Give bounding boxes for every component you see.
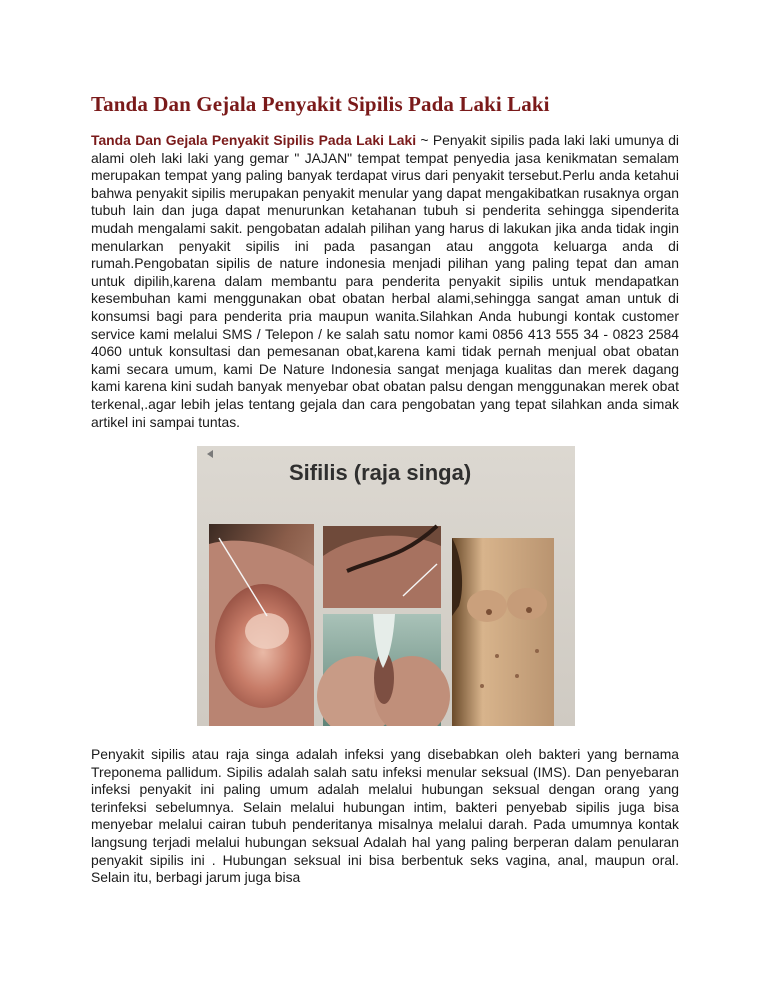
figure-title: Sifilis (raja singa)	[289, 460, 472, 485]
article-title: Tanda Dan Gejala Penyakit Sipilis Pada Laki Laki	[91, 92, 550, 116]
left-photo	[209, 524, 314, 726]
lead-title: Tanda Dan Gejala Penyakit Sipilis Pada Laki Laki	[91, 132, 417, 148]
right-photo	[452, 538, 554, 726]
intro-paragraph-text: ~ Penyakit sipilis pada laki laki umunya di alami oleh laki laki yang gemar " JAJAN" tempat tempat penyedia jasa kenikmatan semalam merupakan tempat yang paling banyak terdapat virus dari penyakit tersebut.Perlu anda ketahui bahwa penyakit sipilis merupakan penyakit menular yang dapat mengakibatkan rusaknya organ tubuh lain dan juga dapat menurunkan ketahanan tubuh si penderita sehingga sipenderita mudah mengalami sakit. pengobatan adalah pilihan yang harus di lakukan jika anda tidak ingin menularkan penyakit sipilis ini pada pasangan atau anggota keluarga anda di rumah.Pengobatan sipilis de nature indonesia menjadi pilihan yang paling tepat dan aman untuk dipilih,karena dalam membantu para penderita penyakit sipilis untuk mendapatkan kesembuhan kami menggunakan obat obatan herbal alami,sehingga sangat aman untuk di konsumsi bagi para penderita pria maupun wanita.Silahkan Anda hubungi kontak customer service kami melalui SMS / Telepon / ke salah satu nomor kami 0856 413 555 34 - 0823 2584 4060 untuk konsultasi dan pemesanan obat,karena kami tidak pernah menjual obat obatan kami secara umum, kami De Nature Indonesia sangat menjaga kualitas dan merek dagang kami karena kini sudah banyak menyebar obat obatan palsu dengan menggunakan merek obat terkenal,.agar lebih jelas tentang gejala dan cara pengobatan yang tepat silahkan anda simak artikel ini sampai tuntas.	[91, 132, 680, 430]
syphilis-figure-illustration	[197, 446, 575, 726]
syphilis-figure	[197, 446, 575, 726]
middle-photo	[317, 526, 450, 726]
intro-paragraph	[91, 132, 679, 431]
body-paragraph: Penyakit sipilis atau raja singa adalah infeksi yang disebabkan oleh bakteri yang bernama Treponema pallidum. Sipilis adalah salah satu infeksi menular seksual (IMS). Dan penyebaran infeksi penyakit ini paling umum adalah melalui hubungan seksual dengan orang yang terinfeksi sebelumnya. Selain melalui hubungan intim, bakteri penyebab sipilis juga bisa menyebar melalui cairan tubuh penderitanya misalnya melalui darah. Pada umumnya kontak langsung terjadi melalui hubungan seksual Adalah hal yang paling berperan dalam penularan penyakit sipilis ini . Hubungan seksual ini bisa berbentuk seks vagina, anal, maupun oral. Selain itu, berbagi jarum juga bisa	[91, 746, 679, 886]
